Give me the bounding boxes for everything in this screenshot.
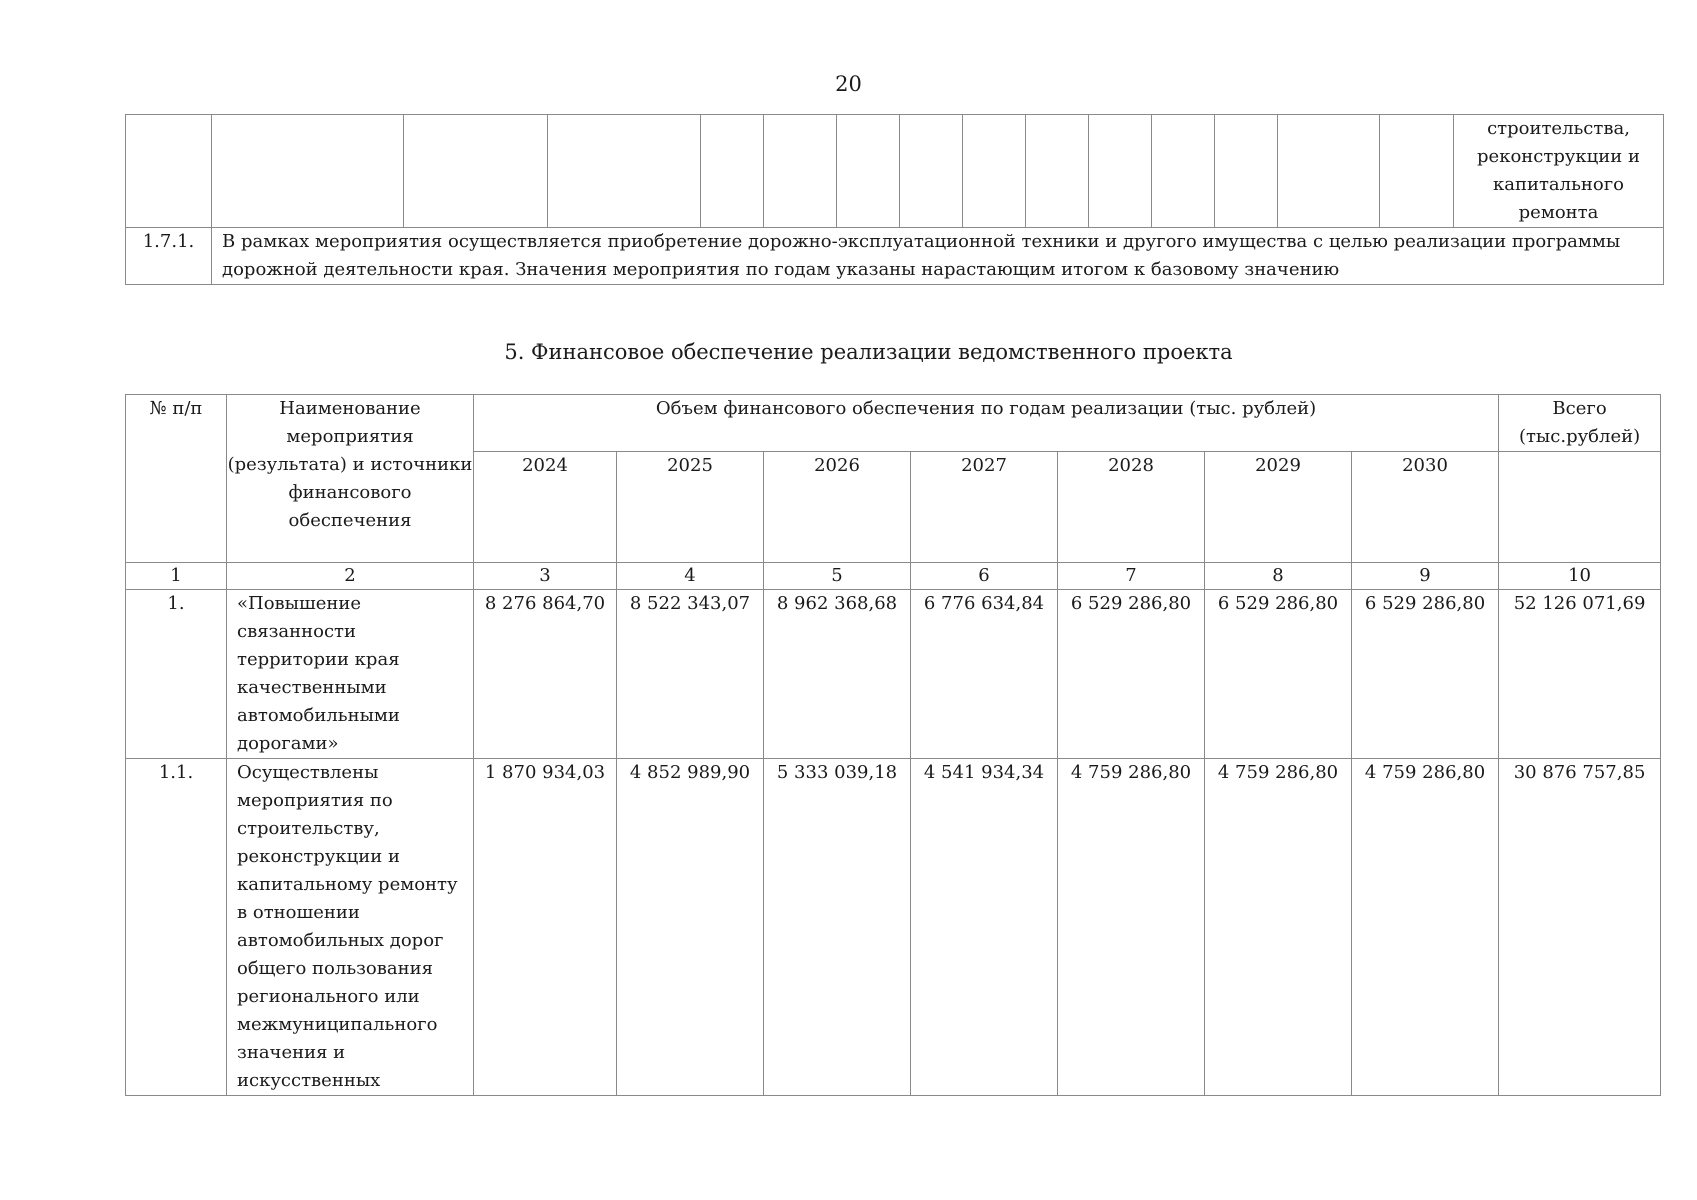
empty-cell (837, 115, 900, 228)
value-cell: 4 759 286,80 (1352, 759, 1499, 1096)
value-cell: 4 759 286,80 (1058, 759, 1205, 1096)
value-cell: 4 541 934,34 (911, 759, 1058, 1096)
column-number: 1 (126, 563, 227, 590)
empty-cell (900, 115, 963, 228)
column-number: 5 (764, 563, 911, 590)
empty-cell (548, 115, 701, 228)
year-header: 2028 (1058, 452, 1205, 563)
empty-cell (1026, 115, 1089, 228)
table-row (126, 759, 1661, 1096)
value-cell: 8 522 343,07 (617, 590, 764, 759)
empty-cell (1380, 115, 1454, 228)
header-row (126, 395, 1661, 452)
note-row (126, 228, 1664, 285)
column-number: 10 (1499, 563, 1661, 590)
page-number: 20 (835, 72, 862, 96)
value-cell: 5 333 039,18 (764, 759, 911, 1096)
value-cell: 8 962 368,68 (764, 590, 911, 759)
column-number: 9 (1352, 563, 1499, 590)
row-number: 1.7.1. (126, 228, 212, 285)
value-cell: 6 529 286,80 (1058, 590, 1205, 759)
row-note: В рамках мероприятия осуществляется приобретение дорожно-эксплуатационной техники и другого имущества с целью реализации программы дорожной деятельности края. Значения мероприятия по годам указаны нарастающим итогом к базовому значению (212, 228, 1664, 285)
column-number: 2 (227, 563, 474, 590)
empty-cell (1089, 115, 1152, 228)
value-cell: 1 870 934,03 (474, 759, 617, 1096)
total-header: Всего (тыс.рублей) (1499, 395, 1661, 452)
empty-cell (764, 115, 837, 228)
year-header: 2025 (617, 452, 764, 563)
value-cell: 8 276 864,70 (474, 590, 617, 759)
continuation-text: строительства, реконструкции и капитального ремонта (1454, 115, 1664, 228)
row-name: «Повышение связанности территории края качественными автомобильными дорогами» (227, 590, 474, 759)
continuation-row (126, 115, 1664, 228)
column-number: 8 (1205, 563, 1352, 590)
empty-cell (1215, 115, 1278, 228)
row-number: 1. (126, 590, 227, 759)
total-cell: 52 126 071,69 (1499, 590, 1661, 759)
row-number: 1.1. (126, 759, 227, 1096)
row-name: Осуществлены мероприятия по строительству, реконструкции и капитальному ремонту в отношении автомобильных дорог общего пользования регионального или межмуниципального значения и искусственных (227, 759, 474, 1096)
number-header: № п/п (126, 395, 227, 563)
column-number: 3 (474, 563, 617, 590)
total-header-empty (1499, 452, 1661, 563)
value-cell: 4 852 989,90 (617, 759, 764, 1096)
value-cell: 6 529 286,80 (1205, 590, 1352, 759)
empty-cell (126, 115, 212, 228)
volume-header: Объем финансового обеспечения по годам реализации (тыс. рублей) (474, 395, 1499, 452)
value-cell: 6 529 286,80 (1352, 590, 1499, 759)
year-header: 2030 (1352, 452, 1499, 563)
column-number: 4 (617, 563, 764, 590)
column-number: 6 (911, 563, 1058, 590)
finance-table (125, 394, 1661, 1096)
value-cell: 6 776 634,84 (911, 590, 1058, 759)
empty-cell (1278, 115, 1380, 228)
empty-cell (212, 115, 404, 228)
total-cell: 30 876 757,85 (1499, 759, 1661, 1096)
column-numbers-row (126, 563, 1661, 590)
year-header: 2027 (911, 452, 1058, 563)
value-cell: 4 759 286,80 (1205, 759, 1352, 1096)
year-header: 2029 (1205, 452, 1352, 563)
empty-cell (963, 115, 1026, 228)
column-number: 7 (1058, 563, 1205, 590)
name-header: Наименование мероприятия (результата) и источники финансового обеспечения (227, 395, 474, 563)
section-title: 5. Финансовое обеспечение реализации ведомственного проекта (504, 340, 1233, 364)
table-row (126, 590, 1661, 759)
empty-cell (701, 115, 764, 228)
empty-cell (404, 115, 548, 228)
year-header: 2024 (474, 452, 617, 563)
year-header: 2026 (764, 452, 911, 563)
continuation-table (125, 114, 1664, 285)
empty-cell (1152, 115, 1215, 228)
